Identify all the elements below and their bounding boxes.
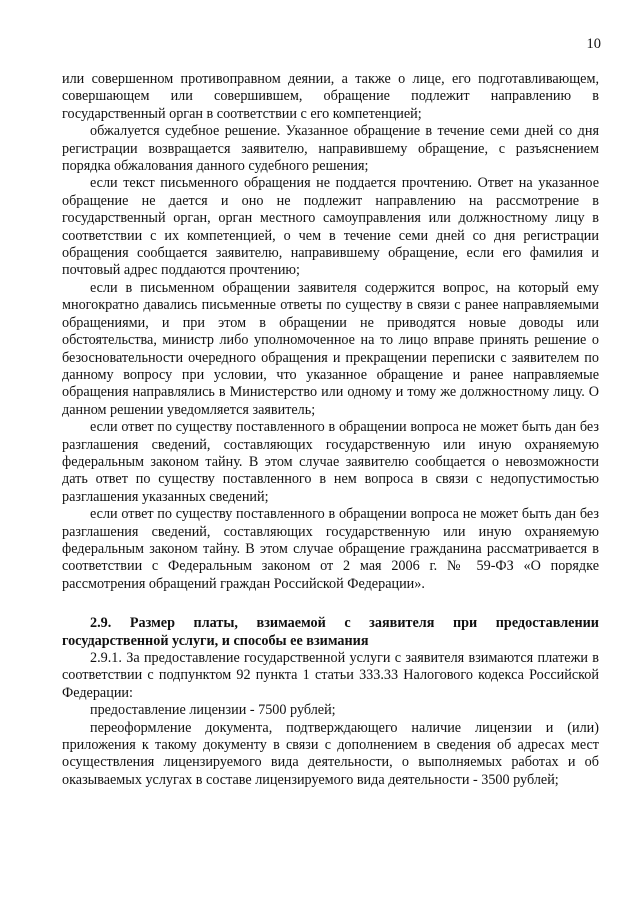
page-number: 10: [586, 36, 601, 52]
paragraph-secret-disclosure: если ответ по существу поставленного в обращении вопроса не может быть дан без разглашения сведений, составляющих государственную или иную охраняемую федеральным законом тайну. В этом случае заявителю сообщается о невозможности дать ответ по существу поставленного в нем вопроса в связи с недопустимостью разглашения указанных сведений;: [62, 419, 599, 505]
paragraph-fees-intro: 2.9.1. За предоставление государственной услуги с заявителя взимаются платежи в соответствии с подпунктом 92 пункта 1 статьи 333.33 Налогового кодекса Российской Федерации:: [62, 650, 599, 701]
section-heading: 2.9. Размер платы, взимаемой с заявителя при предоставлении государственной услуги, и способы ее взимания: [62, 615, 599, 649]
document-body: [62, 71, 599, 789]
paragraph-repeated-question: если в письменном обращении заявителя содержится вопрос, на который ему многократно давались письменные ответы по существу в связи с ранее направляемыми обращениями, и при этом в обращении не приводятся новые доводы или обстоятельства, министр либо уполномоченное на то лицо вправе принять решение о безосновательности очередного обращения и прекращении переписки с заявителем по данному вопросу при условии, что указанное обращение и ранее направляемые обращения направлялись в Министерство или одному и тому же должностному лицу. О данном решении уведомляется заявитель;: [62, 279, 599, 418]
paragraph-continuation: или совершенном противоправном деянии, а также о лице, его подготавливающем, совершающем или совершившем, обращение подлежит направлению в государственный орган в соответствии с его компетенцией;: [62, 71, 599, 122]
paragraph-fee-reissue: переоформление документа, подтверждающего наличие лицензии и (или) приложения к такому документу в связи с дополнением в сведения об адресах мест осуществления лицензируемого вида деятельности, о выполняемых работах и об оказываемых услугах в составе лицензируемого вида деятельности - 3500 рублей;: [62, 719, 599, 788]
paragraph-secret-disclosure-citizen: если ответ по существу поставленного в обращении вопроса не может быть дан без разглашения сведений, составляющих государственную или иную охраняемую федеральным законом тайну. В этом случае обращение гражданина рассматривается в соответствии с Федеральным законом от 2 мая 2006 г. № 59-ФЗ «О порядке рассмотрения обращений граждан Российской Федерации».: [62, 506, 599, 592]
paragraph-court-decision: обжалуется судебное решение. Указанное обращение в течение семи дней со дня регистрации возвращается заявителю, направившему обращение, с разъяснением порядка обжалования данного судебного решения;: [62, 123, 599, 175]
paragraph-fee-license: предоставление лицензии - 7500 рублей;: [90, 702, 336, 719]
paragraph-unreadable-text: если текст письменного обращения не поддается прочтению. Ответ на указанное обращение не дается и оно не подлежит направлению на рассмотрение в государственный орган, орган местного самоуправления или должностному лицу в соответствии с их компетенцией, о чем в течение семи дней со дня регистрации обращения сообщается заявителю, направившему обращение, если его фамилия и почтовый адрес поддаются прочтению;: [62, 175, 599, 279]
